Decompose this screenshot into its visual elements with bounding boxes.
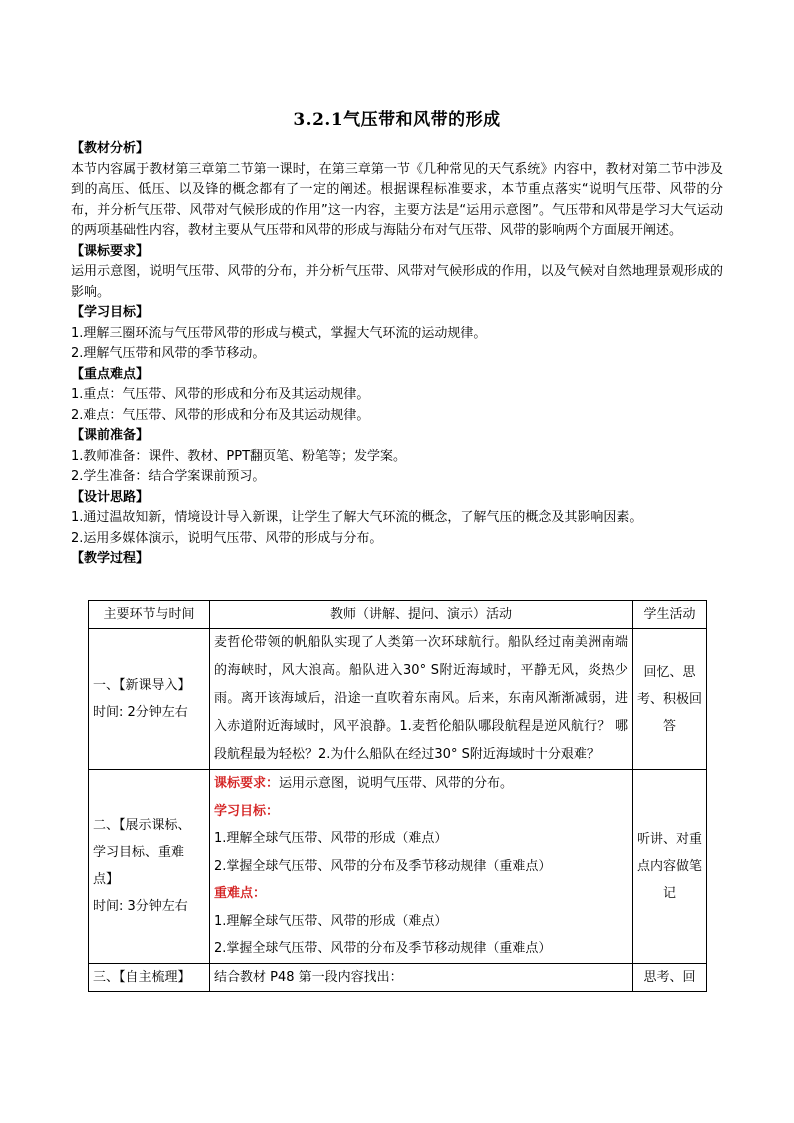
stage-time: 时间: 2分钟左右 (93, 705, 188, 720)
design-item: 1.通过温故知新，情境设计导入新课，让学生了解大气环流的概念，了解气压的概念及其影响因素。 (71, 510, 643, 525)
stage-label: 学习目标、重难 (93, 845, 185, 861)
goal-item: 2.理解气压带和风带的季节移动。 (71, 346, 266, 361)
table-row (89, 770, 707, 964)
analysis-paragraph: 本节内容属于教材第三章第二节第一课时，在第三章第一节《几种常见的天气系统》内容中，教材对第二节中涉及到的高压、低压、以及锋的概念都有了一定的阐述。根据课程标准要求，本节重点落实“说明气压带、风带的分布，并分析气压带、风带对气候形成的作用”这一内容，主要方法是“运用示意图”。气压带和风带是学习大气运动的两项基础性内容，教材主要从气压带和风带的形成与海陆分布对气压带、风带的影响两个方面展开阐述。 (71, 161, 723, 238)
goal-line: 2.掌握全球气压带、风带的分布及季节移动规律（重难点） (214, 858, 552, 874)
stage-cell (89, 963, 210, 991)
table-header-row (89, 601, 707, 629)
student-activity-cell: 回忆、思考、积极回答 (633, 629, 707, 770)
key-point-item: 1.重点：气压带、风带的形成和分布及其运动规律。 (71, 387, 370, 402)
stage-cell (89, 770, 210, 964)
key-point-item: 2.难点：气压带、风带的形成和分布及其运动规律。 (71, 407, 370, 423)
student-activity-cell: 听讲、对重点内容做笔记 (633, 770, 707, 964)
standard-paragraph: 运用示意图，说明气压带、风带的分布，并分析气压带、风带对气候形成的作用，以及气候对自然地理景观形成的影响。 (71, 264, 723, 300)
stage-label: 一、【新课导入】 (93, 678, 191, 693)
teacher-activity-cell: 结合教材 P48 第一段内容找出： (210, 963, 633, 991)
section-heading-process: 【教学过程】 (71, 551, 150, 566)
teacher-activity-cell (210, 770, 633, 964)
stage-time: 时间: 3分钟左右 (93, 899, 188, 915)
document-title: 3.2.1气压带和风带的形成 (293, 110, 501, 130)
key-line: 1.理解全球气压带、风带的形成（难点） (214, 913, 448, 929)
goal-label: 学习目标： (214, 803, 280, 819)
section-heading-design: 【设计思路】 (71, 489, 150, 505)
goal-line: 1.理解全球气压带、风带的形成（难点） (214, 831, 448, 846)
standard-line (214, 770, 628, 798)
goal-item: 1.理解三圈环流与气压带风带的形成与模式，掌握大气环流的运动规律。 (71, 325, 487, 341)
document-body (71, 139, 723, 570)
section-heading-goals: 【学习目标】 (71, 305, 150, 320)
header-student: 学生活动 (633, 601, 707, 629)
standard-label: 课标要求： (214, 776, 280, 791)
stage-label: 点】 (93, 872, 120, 888)
table-row (89, 629, 707, 770)
standard-text: 运用示意图，说明气压带、风带的分布。 (279, 776, 514, 791)
header-stage: 主要环节与时间 (89, 601, 210, 629)
key-line: 2.掌握全球气压带、风带的分布及季节移动规律（重难点） (214, 941, 552, 956)
design-item: 2.运用多媒体演示，说明气压带、风带的形成与分布。 (71, 530, 383, 546)
teaching-process-table (88, 600, 707, 992)
stage-label: 三、【自主梳理】 (93, 969, 191, 985)
key-label: 重难点： (214, 886, 267, 901)
teacher-activity-cell: 麦哲伦带领的帆船队实现了人类第一次环球航行。船队经过南美洲南端的海峡时，风大浪高。船队进入30° S附近海域时，平静无风，炎热少雨。离开该海域后，沿途一直吹着东南风。后来，东南风渐渐减弱，进入赤道附近海域时，风平浪静。1.麦哲伦船队哪段航程是逆风航行？ 哪段航程最为轻松？2.为什么船队在经过30° S附近海域时十分艰难？ (210, 629, 633, 770)
header-teacher: 教师（讲解、提问、演示）活动 (210, 601, 633, 629)
section-heading-analysis: 【教材分析】 (71, 141, 150, 156)
table-row (89, 963, 707, 991)
section-heading-preparation: 【课前准备】 (71, 428, 150, 443)
preparation-item: 2.学生准备：结合学案课前预习。 (71, 469, 266, 484)
section-heading-standard: 【课标要求】 (71, 243, 150, 259)
stage-cell (89, 629, 210, 770)
preparation-item: 1.教师准备：课件、教材、PPT翻页笔、粉笔等；发学案。 (71, 448, 407, 464)
section-heading-key-points: 【重点难点】 (71, 366, 150, 382)
student-activity-cell: 思考、回 (633, 963, 707, 991)
stage-label: 二、【展示课标、 (93, 818, 191, 834)
